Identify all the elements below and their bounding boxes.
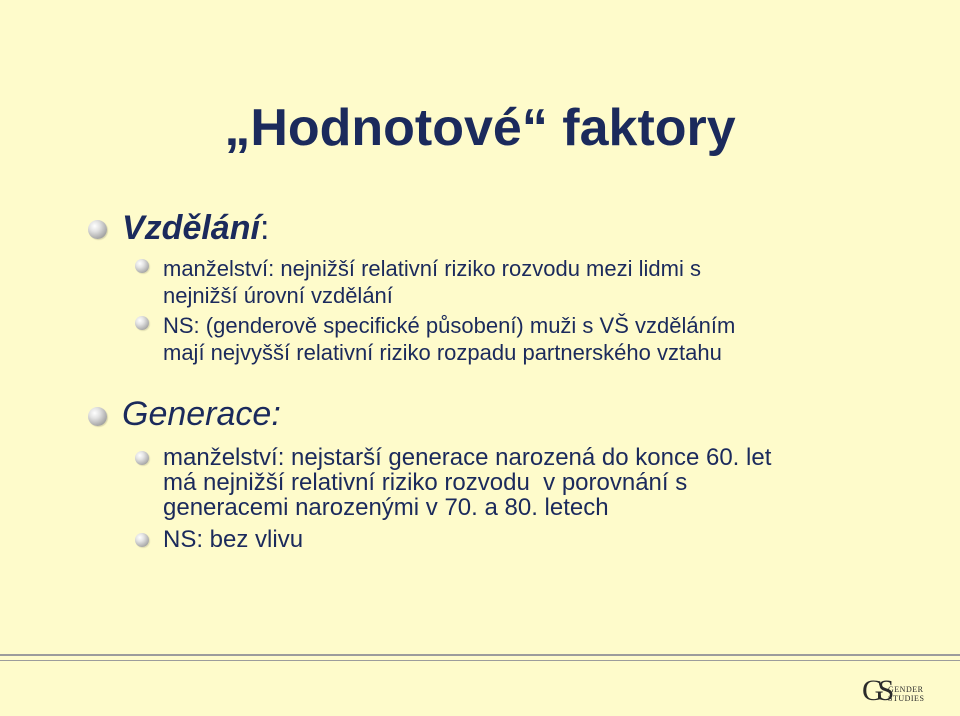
logo-text-line2: STUDIES xyxy=(888,694,925,703)
sphere-bullet-icon xyxy=(135,451,149,465)
section-heading-text: Vzdělání xyxy=(122,209,260,247)
list-item-line: manželství: nejnižší relativní riziko rozvodu mezi lidmi s xyxy=(163,256,701,281)
list-item-line: manželství: nejstarší generace narozená do konce 60. let xyxy=(163,444,772,471)
list-item-line: NS: bez vlivu xyxy=(163,526,304,553)
section-heading-generation xyxy=(122,394,281,434)
logo-text-line1: GENDER xyxy=(888,685,924,694)
list-item-line: NS: (genderově specifické působení) muži s VŠ vzděláním xyxy=(163,313,736,338)
section-heading-text: Generace: xyxy=(122,395,281,433)
sphere-bullet-icon xyxy=(88,407,107,426)
list-item-line: nejnižší úrovní vzdělání xyxy=(163,283,393,308)
sphere-bullet-icon xyxy=(135,533,149,547)
list-item-line: generacemi narozenými v 70. a 80. letech xyxy=(163,494,609,521)
gender-studies-logo xyxy=(862,674,934,708)
sphere-bullet-icon xyxy=(88,220,107,239)
list-item-line: má nejnižší relativní riziko rozvodu v porovnání s xyxy=(163,469,688,496)
footer-rule xyxy=(0,660,960,661)
list-item-line: mají nejvyšší relativní riziko rozpadu partnerského vztahu xyxy=(163,340,722,365)
slide-title: „Hodnotové“ faktory xyxy=(224,99,736,157)
section-heading-suffix: : xyxy=(259,209,270,247)
footer-rule xyxy=(0,654,960,656)
logo-letters: GS xyxy=(862,674,889,707)
section-heading-education xyxy=(122,208,269,248)
sphere-bullet-icon xyxy=(135,259,149,273)
sphere-bullet-icon xyxy=(135,316,149,330)
